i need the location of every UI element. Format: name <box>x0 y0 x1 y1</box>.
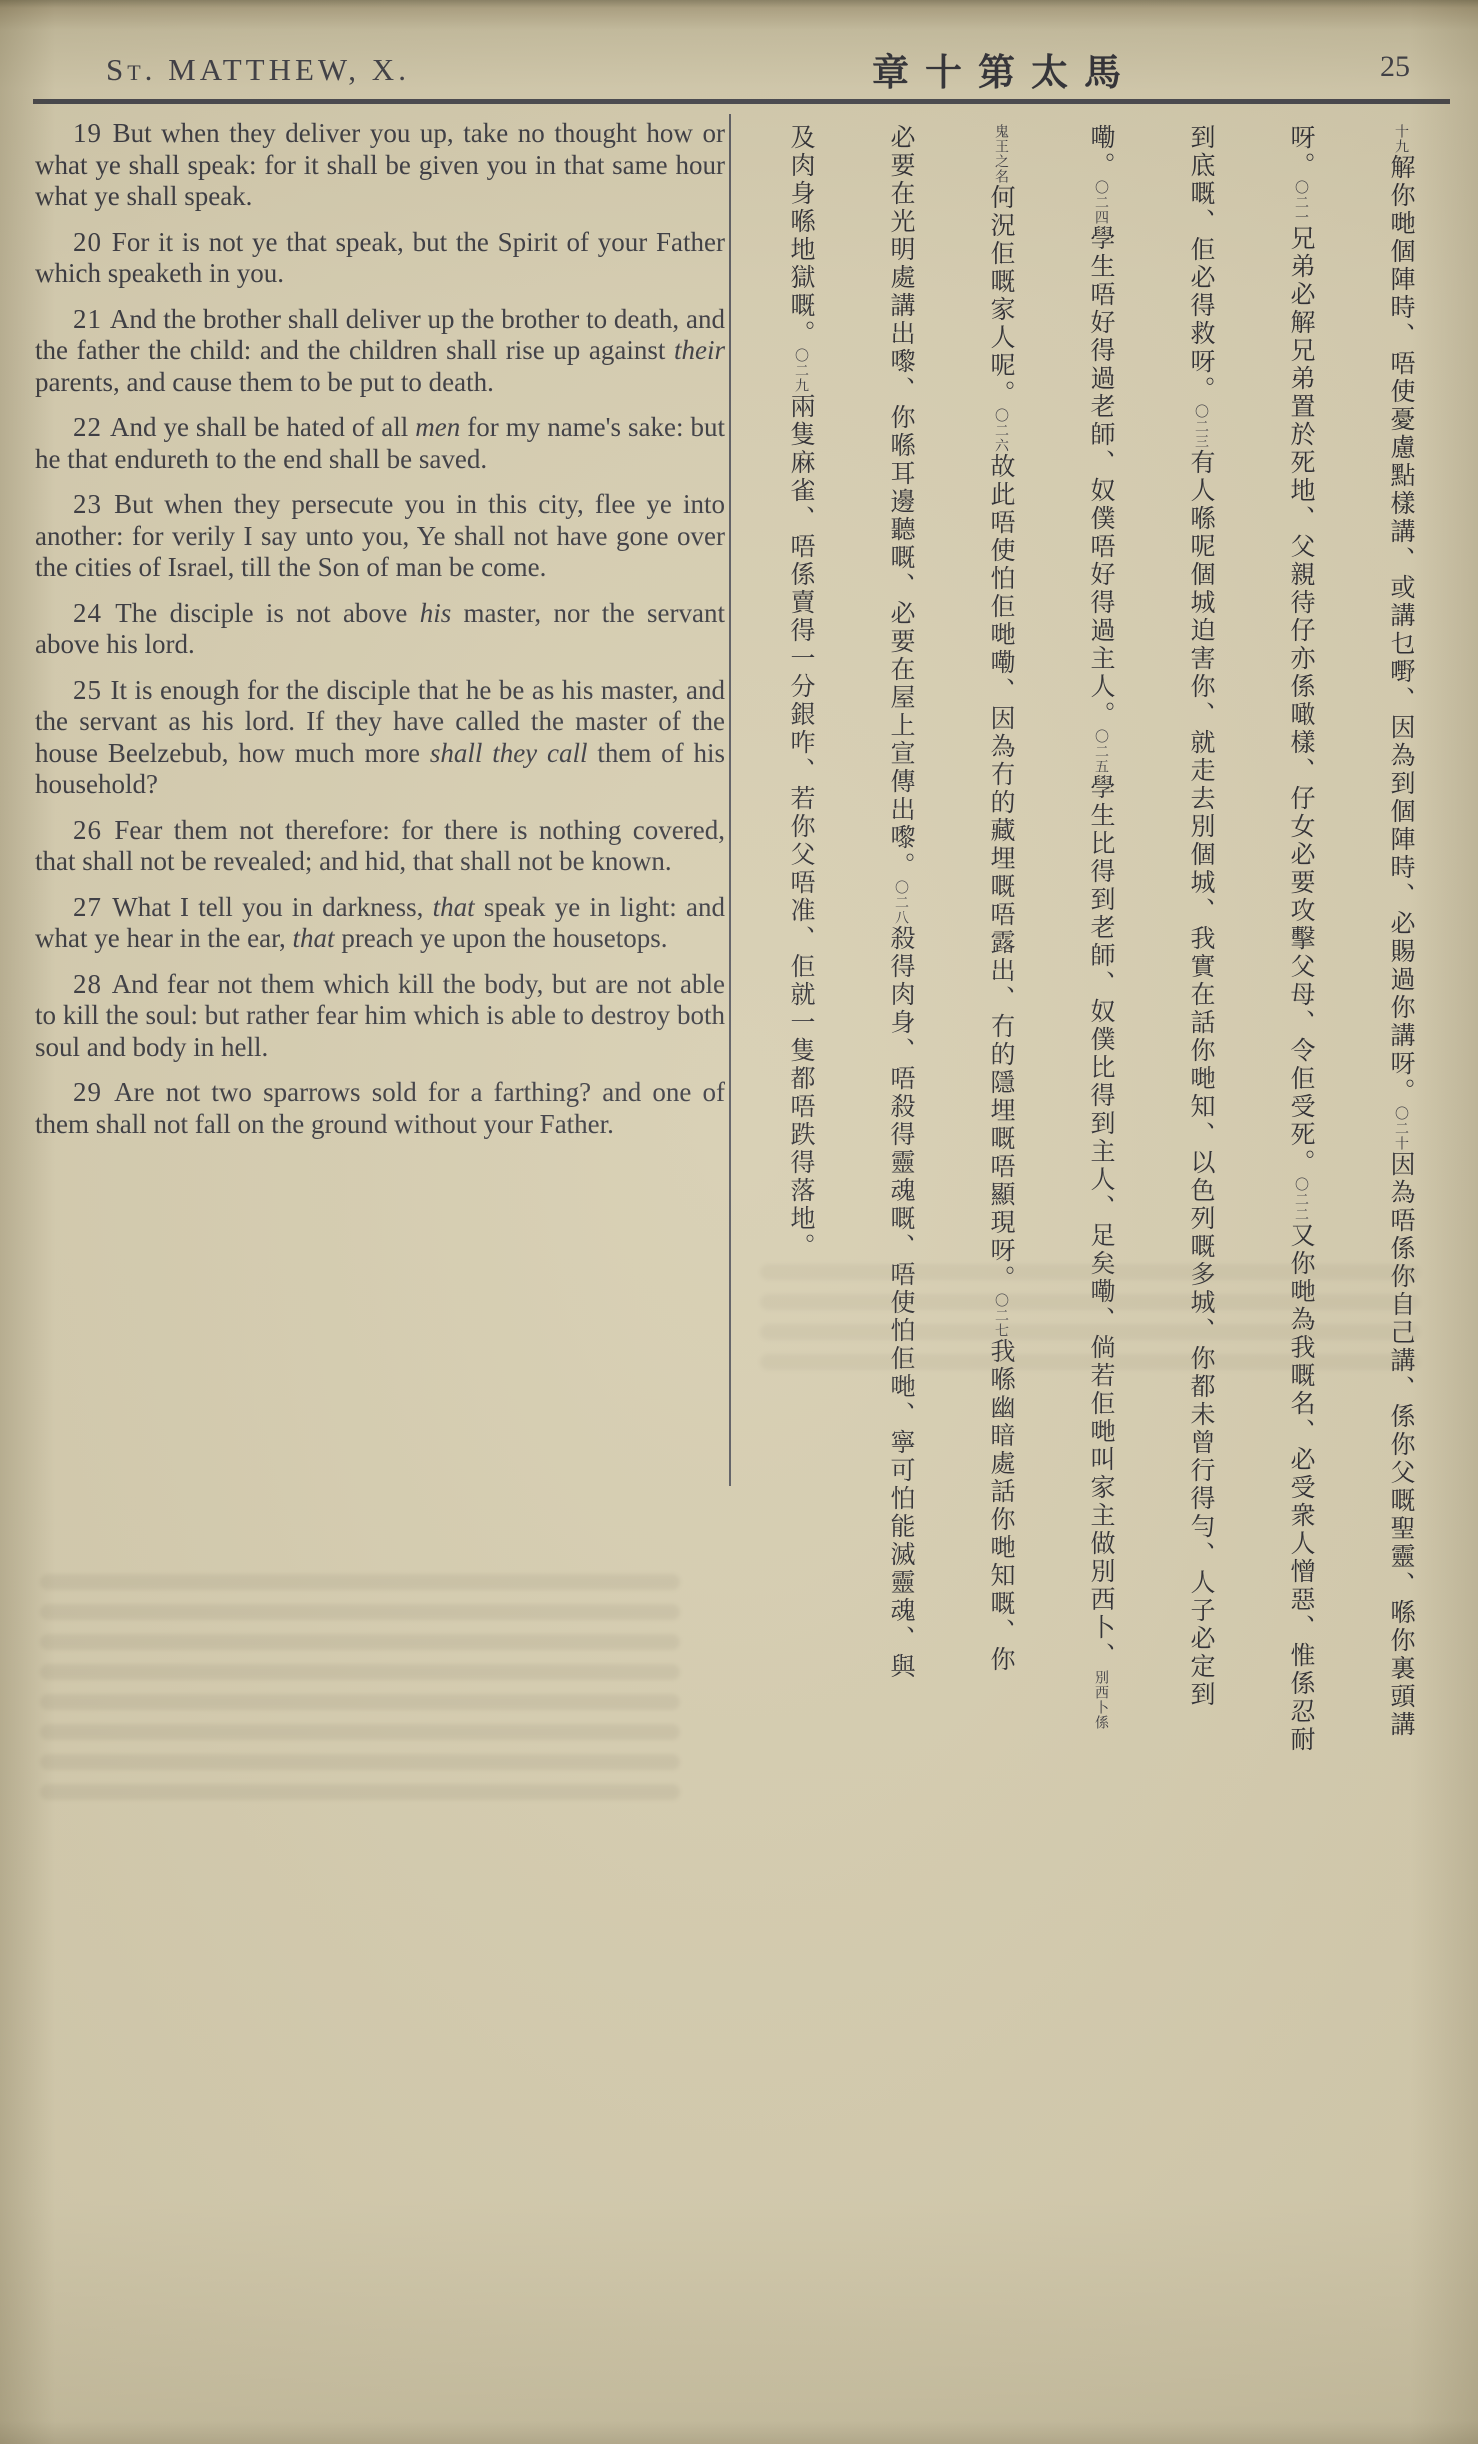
verse-paragraph <box>35 892 725 955</box>
verse-text: for my name's sake: but he that endureth to the end shall be saved. <box>35 412 725 474</box>
chinese-verse-marker: 〇二二 <box>1293 1177 1308 1222</box>
chinese-verse-text: 學生唔好得過老師、奴僕唔好得過主人。 <box>1087 225 1114 729</box>
verse-paragraph <box>35 489 725 584</box>
chinese-verse-text: 學生比得到老師、奴僕比得到主人、足矣嘞、倘若佢哋叫家主做別西卜、 <box>1087 774 1114 1670</box>
page-header <box>0 0 1478 100</box>
verse-text: For it is not ye that speak, but the Spirit of your Father which speaketh in you. <box>35 226 725 288</box>
verse-number: 29 <box>73 1077 115 1107</box>
verse-paragraph <box>35 118 725 213</box>
verse-text-italic: that <box>432 891 475 922</box>
chinese-verse-marker: 〇二七 <box>993 1293 1008 1338</box>
running-head-chinese: 章十第太馬 <box>872 53 1137 94</box>
english-text-column <box>35 118 725 1154</box>
chinese-verse-text: 嘞。 <box>1087 124 1114 180</box>
chinese-vertical-column <box>950 124 1050 1974</box>
chinese-verse-text: 有人喺呢個城迫害你、就走去別個城、我實在話你哋知、以色列嘅多城、你都未曾行得勻、人子必定到 <box>1187 449 1214 1709</box>
verse-paragraph <box>35 304 725 399</box>
verse-text: them of his household? <box>35 737 725 799</box>
verse-text: It is enough for the disciple that he be as his master, and the servant as his lord. If they have called the master of the house Beelzebub, how much more <box>35 674 725 768</box>
running-head-english: St. MATTHEW, X. <box>106 52 410 87</box>
verse-number: 28 <box>73 968 112 999</box>
chinese-verse-text: 必要在光明處講出嚟、你喺耳邊聽嘅、必要在屋上宣傳出嚟。 <box>887 124 914 880</box>
verse-text: But when they persecute you in this city, flee ye into another: for verily I say unto you, Ye shall not have gone over the cities of Israel, till the Son of man be come. <box>35 489 726 582</box>
verse-text: Fear them not therefore: for there is nothing covered, that shall not be revealed; and hid, that shall not be known. <box>35 814 725 876</box>
chinese-vertical-column <box>750 124 850 1974</box>
verse-number: 24 <box>73 597 116 628</box>
verse-number: 22 <box>73 412 110 442</box>
chinese-verse-marker: 十九 <box>1393 124 1408 154</box>
chinese-verse-text: 呀。 <box>1287 124 1314 180</box>
chinese-verse-marker: 〇二四 <box>1093 180 1108 225</box>
verse-number: 25 <box>73 674 111 705</box>
chinese-vertical-column <box>1150 124 1250 1974</box>
chinese-vertical-column <box>1250 124 1350 1974</box>
verse-text-italic: men <box>415 412 461 442</box>
verse-text-italic: their <box>674 335 725 365</box>
verse-number: 23 <box>73 489 115 519</box>
verse-text: preach ye upon the housetops. <box>334 923 668 953</box>
verse-text: What I tell you in darkness, <box>112 891 433 922</box>
chinese-verse-marker: 〇二六 <box>993 408 1008 453</box>
verse-number: 21 <box>73 303 110 334</box>
verse-number: 20 <box>73 226 112 257</box>
chinese-verse-text: 又你哋為我嘅名、必受衆人憎惡、惟係忍耐 <box>1287 1222 1314 1754</box>
chinese-verse-text: 何況佢嘅家人呢。 <box>987 184 1014 408</box>
page-number: 25 <box>1380 50 1410 83</box>
chinese-verse-text: 兩隻麻雀、唔係賣得一分銀咋、若你父唔准、佢就一隻都唔跌得落地。 <box>787 393 814 1261</box>
chinese-verse-text: 我喺幽暗處話你哋知嘅、你 <box>987 1338 1014 1674</box>
verse-text: master, nor the servant above his lord. <box>35 597 725 659</box>
verse-paragraph <box>35 815 725 878</box>
chinese-verse-text: 因為唔係你自己講、係你父嘅聖靈、喺你裏頭講 <box>1387 1151 1414 1739</box>
verse-text: The disciple is not above <box>115 597 420 628</box>
chinese-verse-marker: 〇二一 <box>1293 180 1308 225</box>
verse-number: 27 <box>73 891 113 922</box>
verse-paragraph <box>35 1077 725 1140</box>
page-content <box>33 112 1450 2444</box>
chinese-verse-marker: 〇二三 <box>1193 404 1208 449</box>
verse-number: 19 <box>73 118 113 148</box>
chinese-verse-text: 解你哋個陣時、唔使憂慮點樣講、或講乜嘢、因為到個陣時、必賜過你講呀。 <box>1387 154 1414 1106</box>
verse-paragraph <box>35 412 725 475</box>
chinese-vertical-column <box>850 124 950 1974</box>
verse-text-italic: that <box>292 923 335 953</box>
verse-paragraph <box>35 227 725 290</box>
chinese-verse-text: 及肉身喺地獄嘅。 <box>787 124 814 348</box>
chinese-verse-marker: 〇二九 <box>793 348 808 393</box>
verse-text: parents, and cause them to be put to death. <box>35 366 494 397</box>
verse-number: 26 <box>73 814 115 845</box>
verse-text: speak ye in light: and what ye hear in the ear, <box>35 891 725 953</box>
chinese-verse-marker: 別西卜係 <box>1093 1670 1108 1730</box>
chinese-verse-marker: 〇二八 <box>893 880 908 925</box>
chinese-verse-marker: 〇二五 <box>1093 729 1108 774</box>
verse-text-italic: his <box>419 597 452 628</box>
chinese-verse-text: 殺得肉身、唔殺得靈魂嘅、唔使怕佢哋、寧可怕能滅靈魂、與 <box>887 925 914 1681</box>
column-divider <box>729 114 731 1486</box>
verse-text: And the brother shall deliver up the brother to death, and the father the child: and the children shall rise up against <box>35 303 725 365</box>
chinese-verse-marker: 〇二十 <box>1393 1106 1408 1151</box>
verse-text-italic: shall they call <box>429 737 588 768</box>
verse-paragraph <box>35 969 725 1064</box>
verse-paragraph <box>35 598 725 661</box>
chinese-verse-text: 故此唔使怕佢哋嘞、因為冇的藏埋嘅唔露出、冇的隱埋嘅唔顯現呀。 <box>987 453 1014 1293</box>
chinese-vertical-column <box>1050 124 1150 1974</box>
chinese-verse-text: 兄弟必解兄弟置於死地、父親待仔亦係噉樣、仔女必要攻擊父母、令佢受死。 <box>1287 225 1314 1177</box>
header-rule <box>33 99 1450 104</box>
verse-text: And ye shall be hated of all <box>109 412 416 442</box>
verse-text: And fear not them which kill the body, but are not able to kill the soul: but rather fear him which is able to destroy both soul and body in hell. <box>35 968 726 1062</box>
chinese-verse-text: 到底嘅、佢必得救呀。 <box>1187 124 1214 404</box>
verse-paragraph <box>35 675 725 801</box>
verse-text: But when they deliver you up, take no thought how or what ye shall speak: for it shall be given you in that same hour what ye shall speak. <box>35 118 725 211</box>
chinese-verse-marker: 鬼王之名 <box>993 124 1008 184</box>
chinese-text-column <box>741 124 1450 1974</box>
chinese-vertical-column <box>1350 124 1450 1974</box>
verse-text: Are not two sparrows sold for a farthing? and one of them shall not fall on the ground without your Father. <box>35 1077 726 1139</box>
